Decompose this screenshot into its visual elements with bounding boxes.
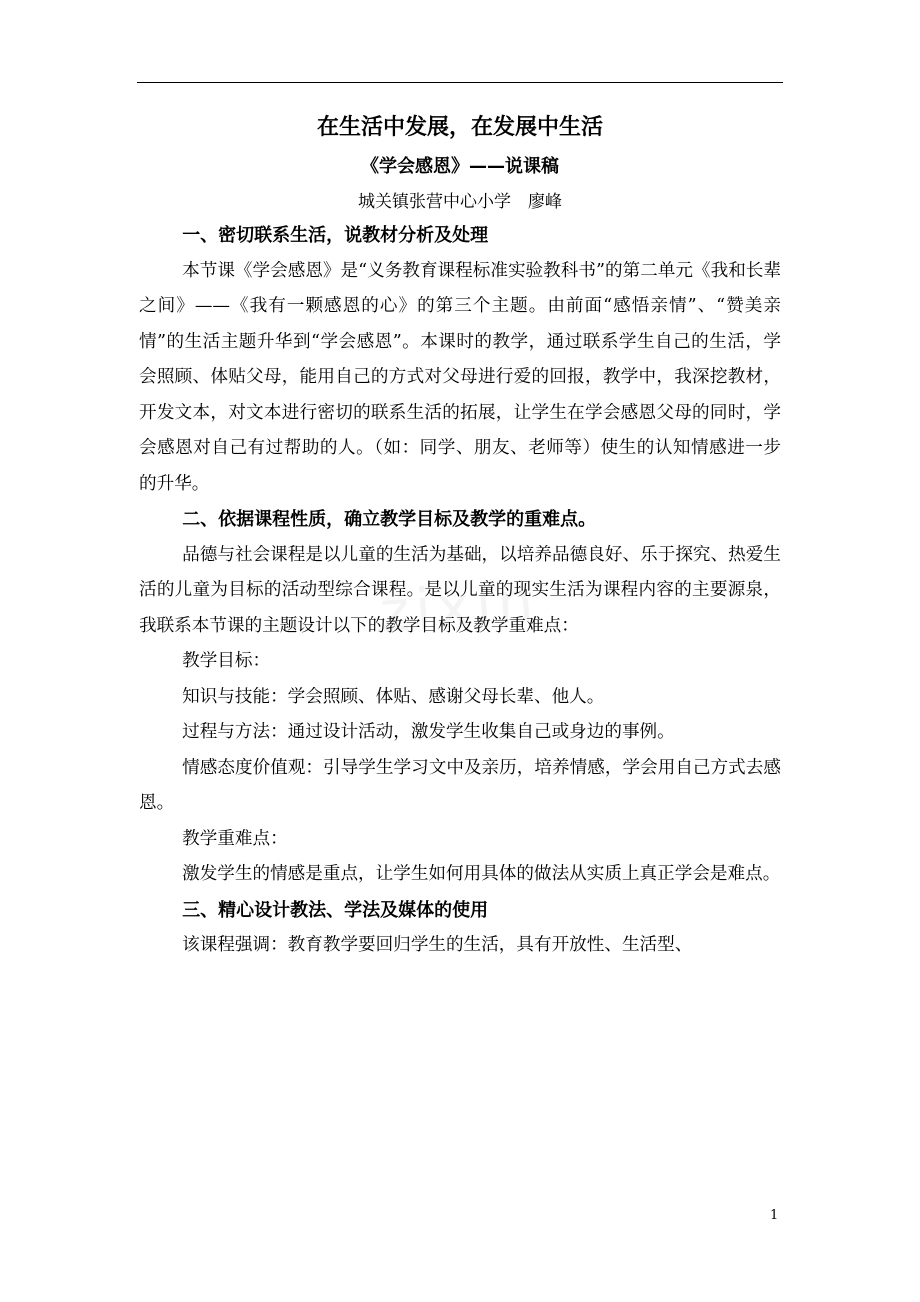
paragraph: 过程与方法：通过设计活动，激发学生收集自己或身边的事例。 — [182, 722, 675, 742]
paragraph: 激发学生的情感是重点，让学生如何用具体的做法从实质上真正学会是难点。 — [182, 864, 781, 884]
author-line: 城关镇张营中心小学 廖峰 — [358, 192, 562, 212]
paragraph: 教学目标： — [182, 651, 271, 671]
paragraph: 本节课《学会感恩》是“义务教育课程标准实验教科书”的第二单元《我和长辈之间》——《我有一颗感恩的心》的第三个主题。由前面“感悟亲情”、“赞美亲情”的生活主题升华到“学会感恩”。本课时的教学，通过联系学生自己的生活，学会照顾、体贴父母，能用自己的方式对父母进行爱的回报，教学中，我深挖教材，开发文本，对文本进行密切的联系生活的拓展，让学生在学会感恩父母的同时，学会感恩对自己有过帮助的人。（如：同学、朋友、老师等）使生的认知情感进一步的升华。 — [139, 260, 781, 494]
document-body — [139, 108, 781, 964]
section-heading: 一、密切联系生活，说教材分析及处理 — [182, 225, 489, 246]
section-3 — [139, 893, 781, 964]
section-1 — [139, 218, 781, 502]
section-2 — [139, 502, 781, 893]
paragraph: 情感态度价值观：引导学生学习文中及亲历，培养情感，学会用自己方式去感恩。 — [139, 757, 781, 813]
page-number: 1 — [770, 1208, 779, 1223]
paragraph: 品德与社会课程是以儿童的生活为基础，以培养品德良好、乐于探究、热爱生活的儿童为目标的活动型综合课程。是以儿童的现实生活为课程内容的主要源泉，我联系本节课的主题设计以下的教学目标及教学重难点： — [139, 544, 781, 636]
section-heading: 二、依据课程性质，确立教学目标及教学的重难点。 — [182, 509, 597, 530]
paragraph: 该课程强调：教育教学要回归学生的生活，具有开放性、生活型、 — [182, 935, 693, 955]
document-title: 在生活中发展，在发展中生活 — [316, 115, 603, 140]
document-subtitle: 《学会感恩》——说课稿 — [361, 156, 559, 177]
header-rule — [137, 82, 783, 83]
paragraph: 教学重难点： — [182, 828, 288, 849]
section-heading: 三、精心设计教法、学法及媒体的使用 — [182, 899, 489, 921]
paragraph: 知识与技能：学会照顾、体贴、感谢父母长辈、他人。 — [182, 686, 605, 707]
